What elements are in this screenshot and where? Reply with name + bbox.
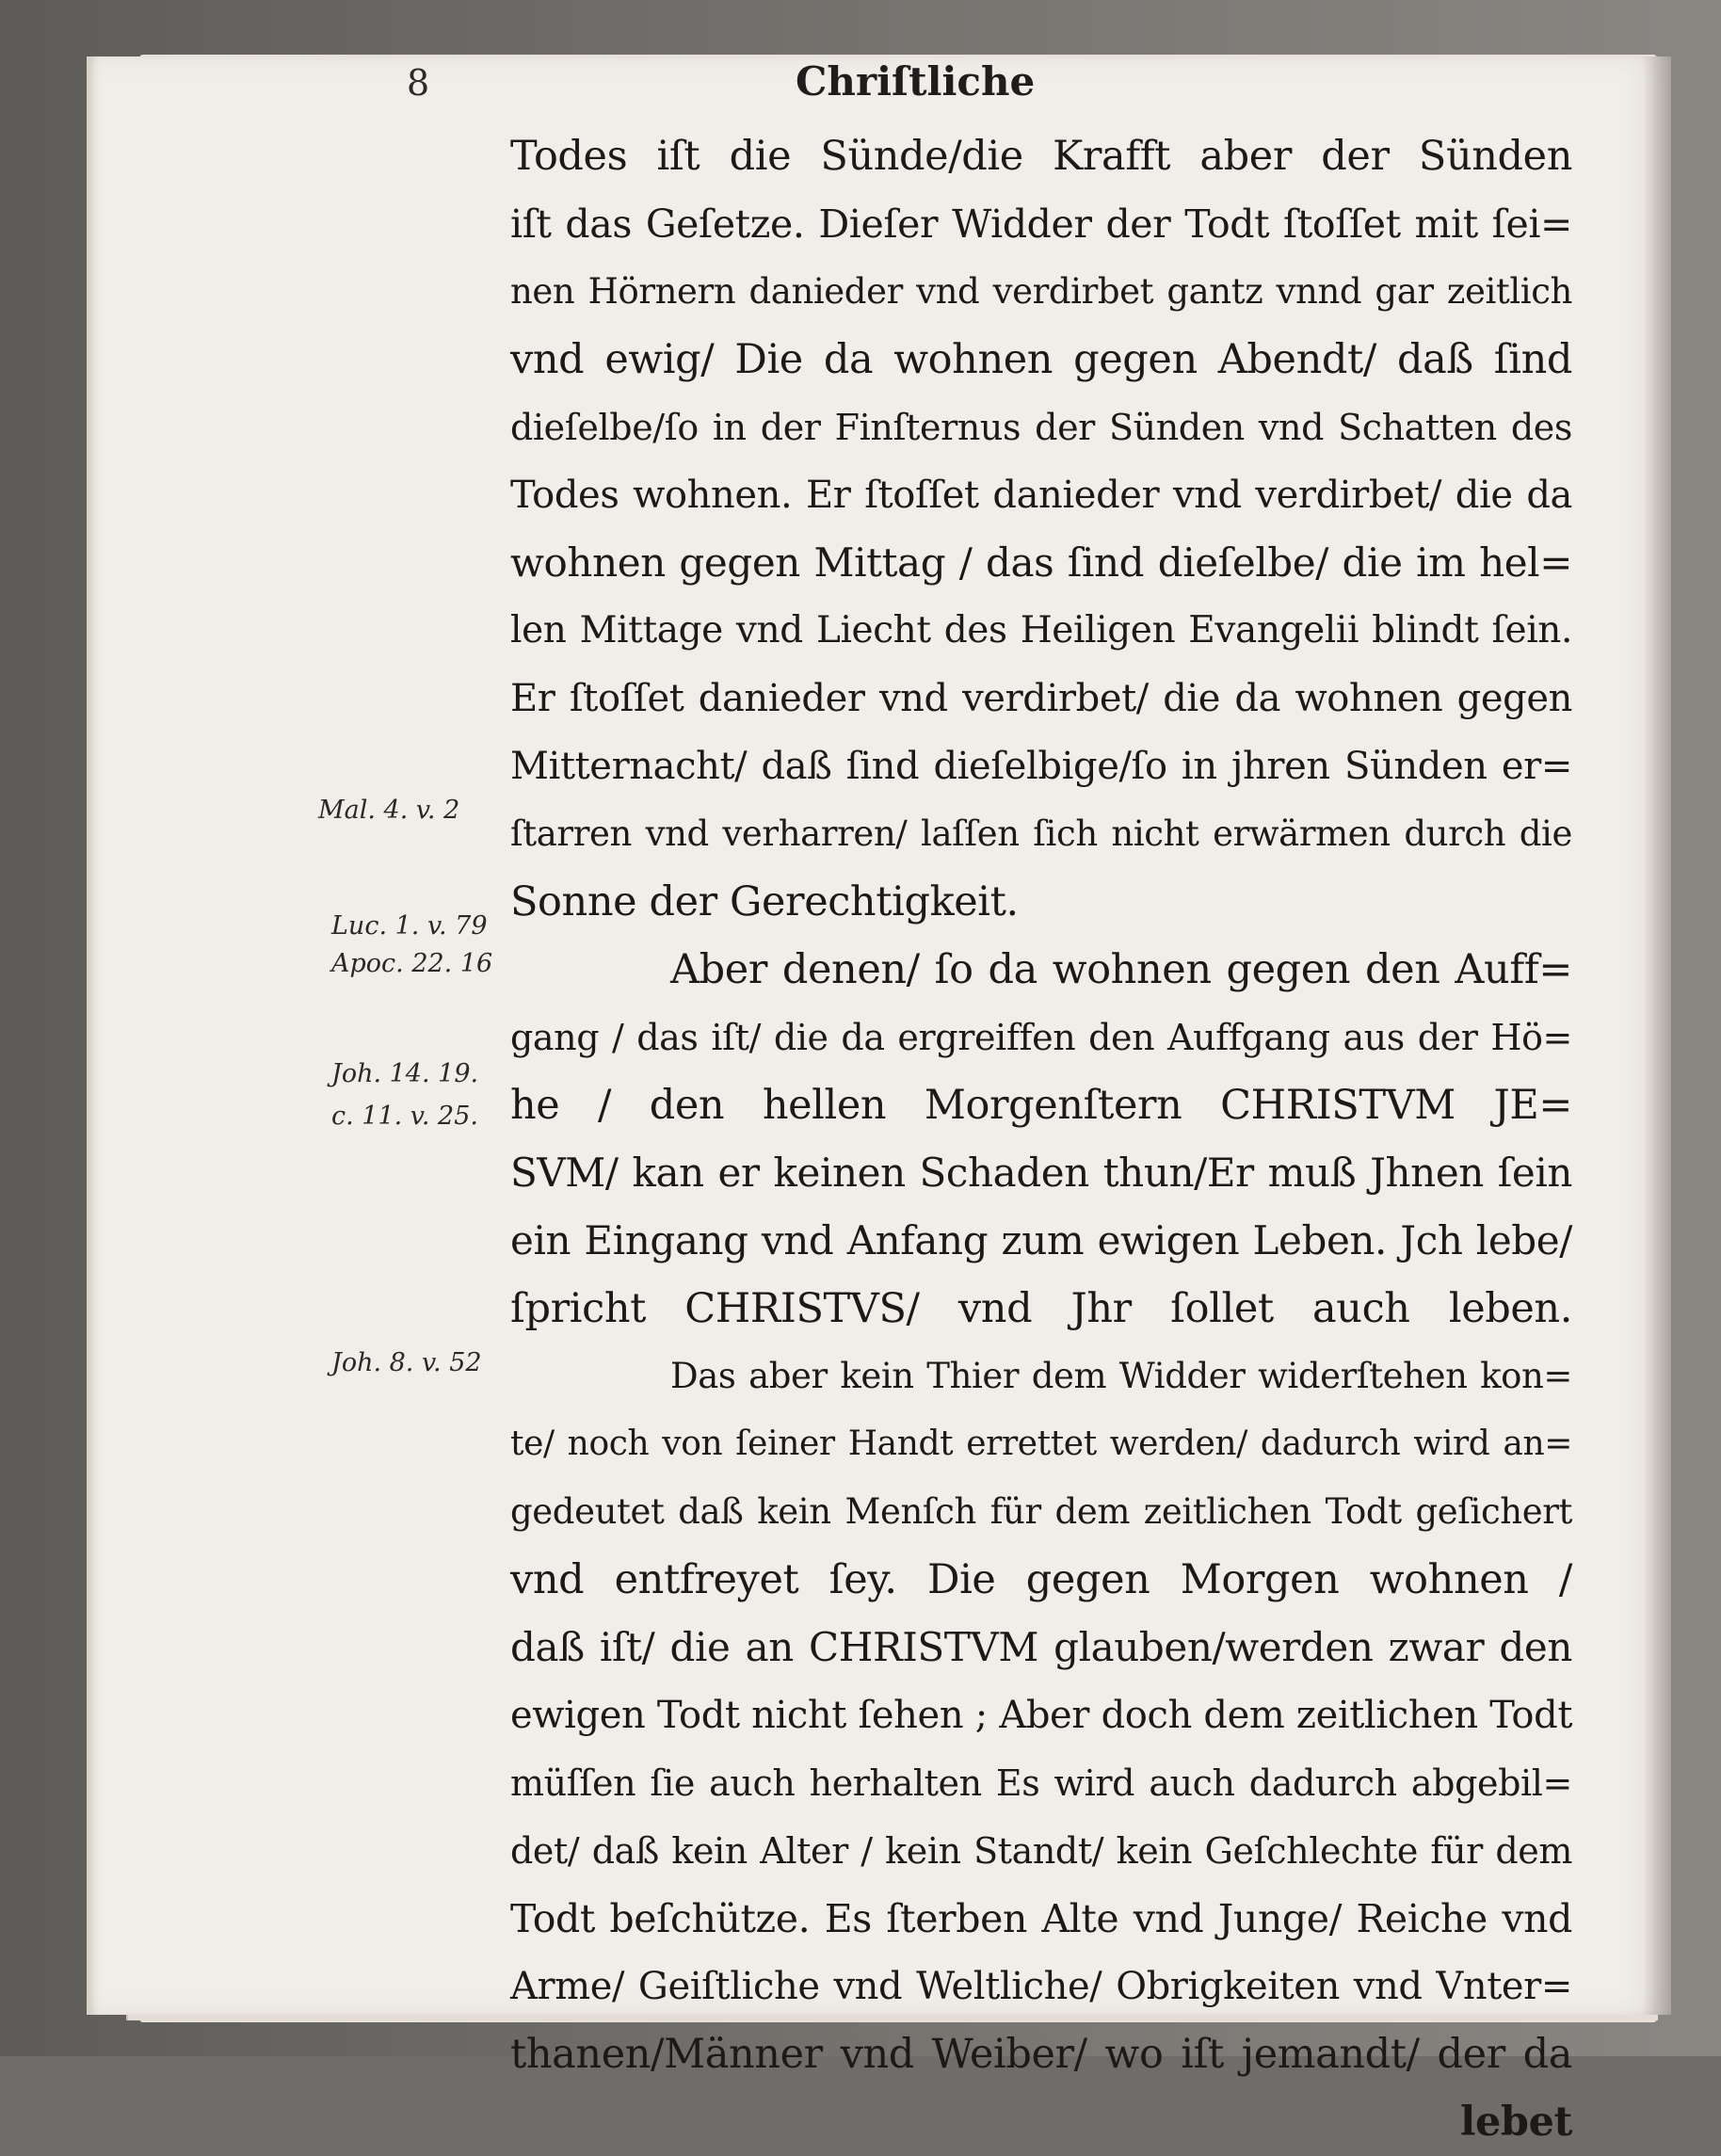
running-head: Chriſtliche: [796, 58, 1036, 105]
page-number: 8: [407, 62, 430, 104]
text-line: he / den hellen Morgenſtern CHRISTVM JE=: [510, 1082, 1572, 1129]
text-line: Arme/ Geiſtliche vnd Weltliche/ Obrigkeiten vnd Vnter=: [510, 1965, 1572, 2008]
text-line: Das aber kein Thier dem Widder widerſtehen kon=: [670, 1356, 1572, 1396]
text-line: Todes wohnen. Er ſtoſſet danieder vnd verdirbet/ die da: [510, 474, 1572, 517]
text-line: SVM/ kan er keinen Schaden thun/Er muß Jhnen ſein: [510, 1150, 1572, 1196]
text-line: len Mittage vnd Liecht des Heiligen Evangelii blindt ſein.: [510, 609, 1572, 652]
margin-note: Luc. 1. v. 79: [331, 911, 488, 941]
text-line: nen Hörnern danieder vnd verdirbet gantz vnnd gar zeitlich: [510, 271, 1572, 312]
text-line: gang / das iſt/ die da ergreiffen den Auffgang aus der Hö=: [510, 1017, 1572, 1058]
text-line: ein Eingang vnd Anfang zum ewigen Leben. Jch lebe/: [510, 1217, 1572, 1263]
text-line: ſpricht CHRISTVS/ vnd Jhr ſollet auch leben.: [510, 1285, 1572, 1332]
margin-note: Joh. 14. 19.: [331, 1059, 479, 1088]
text-line: det/ daß kein Alter / kein Standt/ kein Geſchlechte für dem: [510, 1830, 1572, 1872]
body-text: [510, 122, 1572, 2156]
text-line: Mitternacht/ daß ſind dieſelbige/ſo in jhren Sünden er=: [510, 745, 1572, 788]
text-line: vnd ewig/ Die da wohnen gegen Abendt/ daß ſind: [510, 336, 1572, 383]
margin-note: c. 11. v. 25.: [331, 1102, 478, 1131]
text-line: Todes iſt die Sünde/die Krafft aber der Sünden: [510, 133, 1572, 180]
text-line: ewigen Todt nicht ſehen ; Aber doch dem zeitlichen Todt: [510, 1694, 1572, 1737]
text-line: gedeutet daß kein Menſch für dem zeitlichen Todt geſichert: [510, 1491, 1572, 1532]
text-line: Todt beſchütze. Es ſterben Alte vnd Junge/ Reiche vnd: [510, 1896, 1572, 1941]
catchword: lebet: [1460, 2099, 1572, 2146]
text-line: iſt das Geſetze. Dieſer Widder der Todt ſtoſſet mit ſei=: [510, 201, 1572, 247]
text-line: müſſen ſie auch herhalten Es wird auch dadurch abgebil=: [510, 1762, 1572, 1804]
text-line: Sonne der Gerechtigkeit.: [510, 878, 1019, 925]
margin-note: Mal. 4. v. 2: [318, 796, 460, 825]
text-line: Er ſtoſſet danieder vnd verdirbet/ die da wohnen gegen: [510, 677, 1572, 720]
text-line: Aber denen/ ſo da wohnen gegen den Auff=: [670, 946, 1572, 993]
margin-note: Joh. 8. v. 52: [331, 1348, 482, 1377]
margin-note: Apoc. 22. 16: [331, 949, 493, 978]
text-line: te/ noch von ſeiner Handt errettet werden/ dadurch wird an=: [510, 1424, 1572, 1463]
text-line: thanen/Männer vnd Weiber/ wo iſt jemandt/ der da: [510, 2031, 1572, 2078]
text-line: dieſelbe/ſo in der Finſternus der Sünden vnd Schatten des: [510, 407, 1572, 448]
text-line: wohnen gegen Mittag / das ſind dieſelbe/ die im hel=: [510, 539, 1572, 586]
text-line: daß iſt/ die an CHRISTVM glauben/werden zwar den: [510, 1624, 1572, 1670]
text-line: vnd entfreyet ſey. Die gegen Morgen wohnen /: [510, 1556, 1572, 1603]
text-line: ſtarren vnd verharren/ laſſen ſich nicht erwärmen durch die: [510, 813, 1572, 854]
